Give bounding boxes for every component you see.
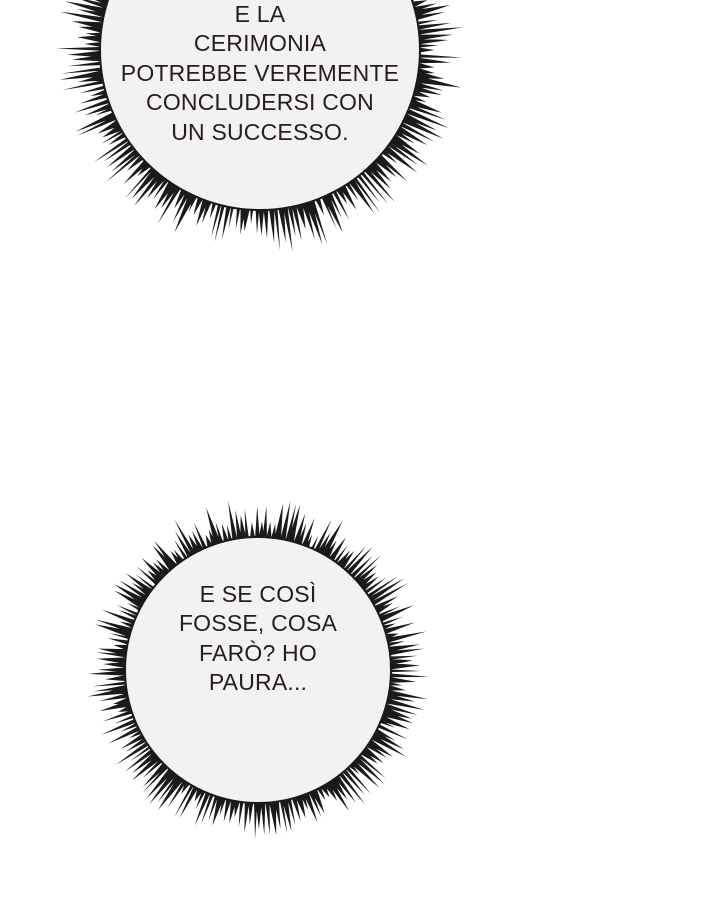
balloon-1-line-2: POTREBBE VEREMENTE <box>120 59 400 86</box>
speech-balloon-1 <box>60 0 460 250</box>
balloon-1-line-3: CONCLUDERSI CON <box>146 89 374 116</box>
balloon-2-line-3: PAURA... <box>208 669 308 696</box>
balloon-1-line-4: UN SUCCESSO. <box>171 118 349 145</box>
balloon-1-line-1: CERIMONIA <box>193 30 327 57</box>
balloon-2-line-2: FARÒ? HO <box>199 639 317 666</box>
balloon-2-text <box>88 500 428 920</box>
balloon-1-text <box>60 0 460 400</box>
balloon-1-line-0: E LA <box>234 1 286 27</box>
speech-balloon-2 <box>88 500 428 840</box>
balloon-2-line-1: FOSSE, COSA <box>178 610 338 637</box>
balloon-2-line-0: E SE COSÌ <box>199 581 317 607</box>
